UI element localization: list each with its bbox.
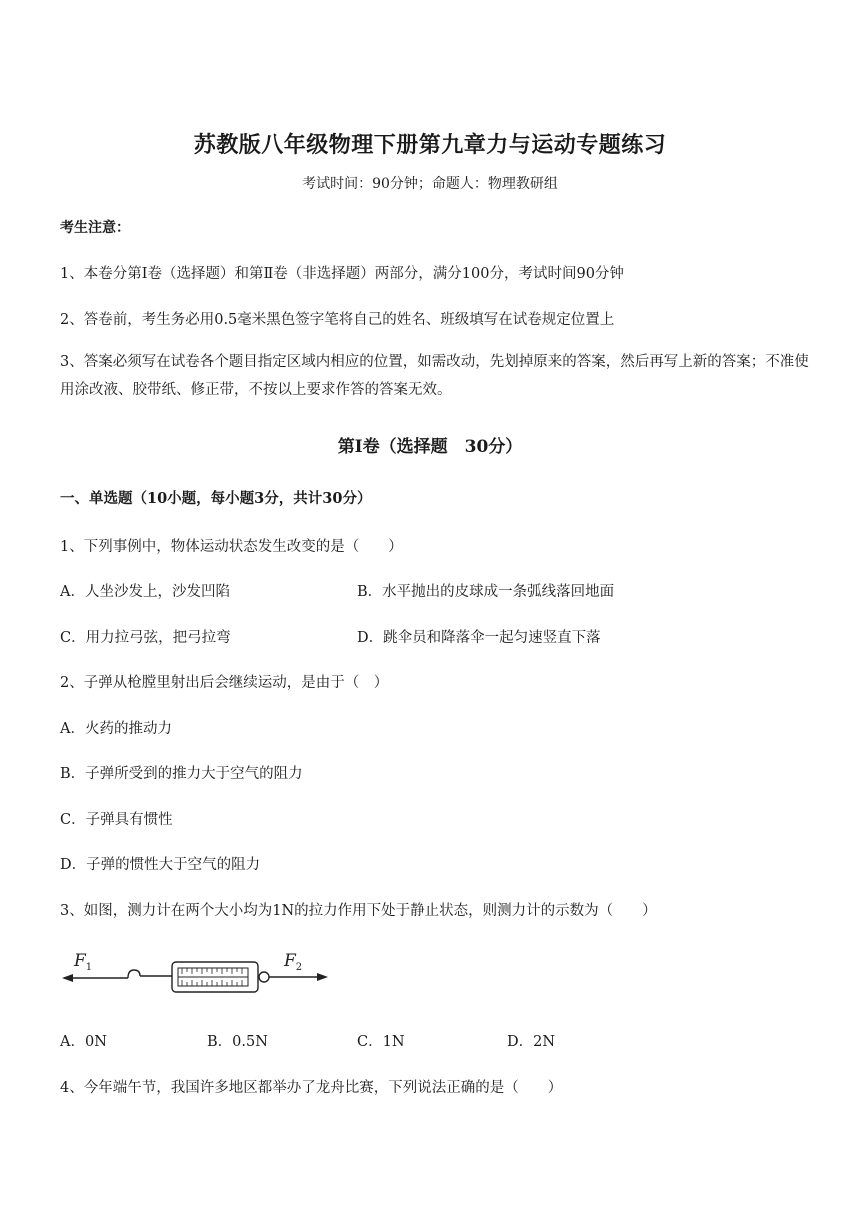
question-2-option-a: A．火药的推动力 bbox=[60, 721, 172, 737]
left-hook bbox=[128, 970, 140, 978]
right-ring bbox=[259, 972, 269, 982]
page-title: 苏教版八年级物理下册第九章力与运动专题练习 bbox=[193, 132, 667, 158]
question-4-stem: 4、今年端午节，我国许多地区都举办了龙舟比赛，下列说法正确的是（ ） bbox=[60, 1080, 563, 1096]
force-arrow-left-head bbox=[62, 974, 73, 982]
spring-scale-diagram bbox=[60, 944, 340, 1000]
exam-info: 考试时间：90分钟；命题人：物理教研组 bbox=[302, 176, 558, 192]
question-2-option-d: D．子弹的惯性大于空气的阻力 bbox=[60, 857, 261, 873]
force-label-right-symbol: F bbox=[284, 951, 296, 971]
force-label-left-symbol: F bbox=[74, 951, 86, 971]
question-1-option-d: D．跳伞员和降落伞一起匀速竖直下落 bbox=[357, 630, 601, 646]
question-3-option-a: A．0N bbox=[60, 1034, 107, 1050]
force-label-right bbox=[283, 951, 302, 973]
section-title: 第Ⅰ卷（选择题 30分） bbox=[337, 437, 523, 457]
question-1-option-c: C．用力拉弓弦，把弓拉弯 bbox=[60, 630, 231, 646]
notice-heading: 考生注意： bbox=[60, 220, 130, 236]
question-2-option-b: B．子弹所受到的推力大于空气的阻力 bbox=[60, 766, 303, 782]
notice-item-3: 3、答案必须写在试卷各个题目指定区域内相应的位置，如需改动，先划掉原来的答案，然后再写上新的答案；不准使用涂改液、胶带纸、修正带，不按以上要求作答的答案无效。 bbox=[60, 354, 809, 398]
question-2-option-c: C．子弹具有惯性 bbox=[60, 812, 173, 828]
question-1-option-b: B．水平抛出的皮球成一条弧线落回地面 bbox=[357, 584, 615, 600]
force-label-left bbox=[73, 951, 92, 973]
question-3-option-d: D．2N bbox=[507, 1034, 556, 1050]
question-1-option-a: A．人坐沙发上，沙发凹陷 bbox=[60, 584, 230, 600]
question-3-stem: 3、如图，测力计在两个大小均为1N的拉力作用下处于静止状态，则测力计的示数为（ ） bbox=[60, 903, 657, 919]
force-label-right-sub: 2 bbox=[295, 962, 303, 973]
spring-scale-figure bbox=[60, 944, 340, 1004]
question-2-stem: 2、子弹从枪膛里射出后会继续运动，是由于（ ） bbox=[60, 675, 389, 691]
notice-item-2: 2、答卷前，考生务必用0.5毫米黑色签字笔将自己的姓名、班级填写在试卷规定位置上 bbox=[60, 312, 615, 328]
question-3-option-c: C．1N bbox=[357, 1034, 405, 1050]
notice-item-1: 1、本卷分第Ⅰ卷（选择题）和第Ⅱ卷（非选择题）两部分，满分100分，考试时间90分钟 bbox=[60, 266, 624, 282]
force-label-left-sub: 1 bbox=[85, 962, 93, 973]
question-3-option-b: B．0.5N bbox=[207, 1034, 268, 1050]
question-1-stem: 1、下列事例中，物体运动状态发生改变的是（ ） bbox=[60, 539, 403, 555]
force-arrow-right-head bbox=[317, 973, 328, 981]
part-heading: 一、单选题（10小题，每小题3分，共计30分） bbox=[60, 490, 372, 507]
